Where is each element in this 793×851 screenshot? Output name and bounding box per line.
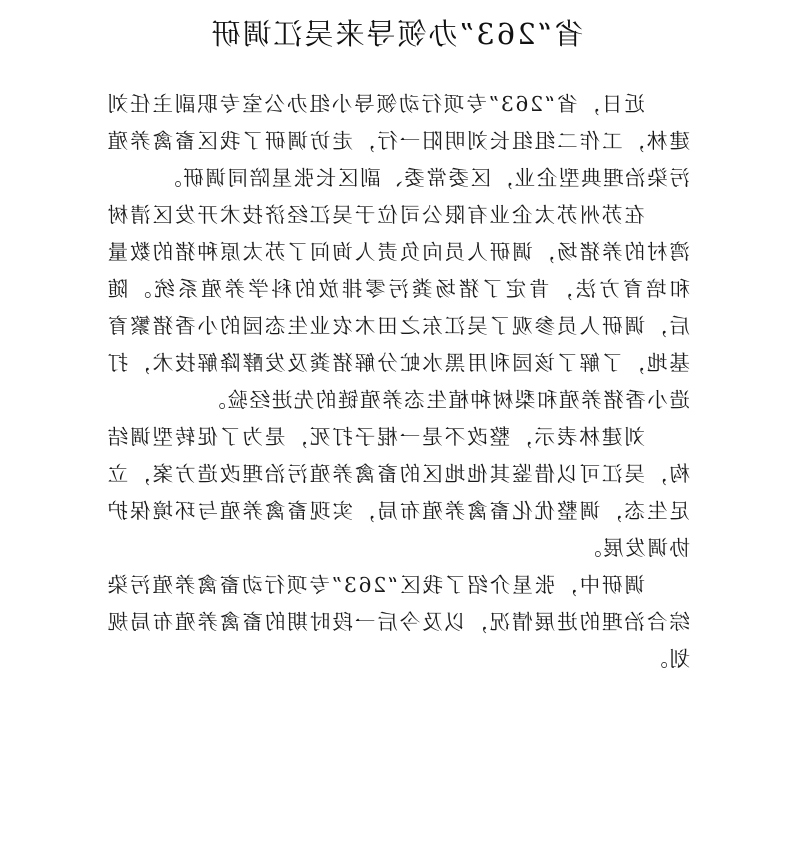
paragraph: 刘建林表示，整改不是一棍子打死，是为了促转型调结构，吴江可以借鉴其他地区的畜禽养殖污治理改造方案，立足生态，调整优化畜禽养殖布局，实现畜禽养殖与环境保护协调发展。 <box>106 425 690 560</box>
paragraph: 近日，省“263”专项行动领导小组办公室专职副主任刘建林，工作二组组长刘明阳一行，走访调研了我区畜禽养殖污染治理典型企业，区委常委、副区长张星陪同调研。 <box>106 92 690 190</box>
document-body <box>106 86 690 678</box>
paragraph: 调研中，张星介绍了我区“263”专项行动畜禽养殖污染综合治理的进展情况，以及今后一段时期的畜禽养殖布局规划。 <box>106 573 690 671</box>
paragraph: 在苏州苏太企业有限公司位于吴江经济技术开发区清树湾村的养猪场，调研人员向负责人询问了苏太原种猪的数量和培育方法，肯定了猪场粪污零排放的科学养殖系统。随后，调研人员参观了吴江东之田木农业生态园的小香猪繁育基地，了解了该园利用黑水虻分解猪粪及发酵降解技术，打造小香猪养殖和梨树种植生态养殖链的先进经验。 <box>106 203 690 412</box>
document-title: 省“263”办领导来吴江调研 <box>209 17 584 51</box>
